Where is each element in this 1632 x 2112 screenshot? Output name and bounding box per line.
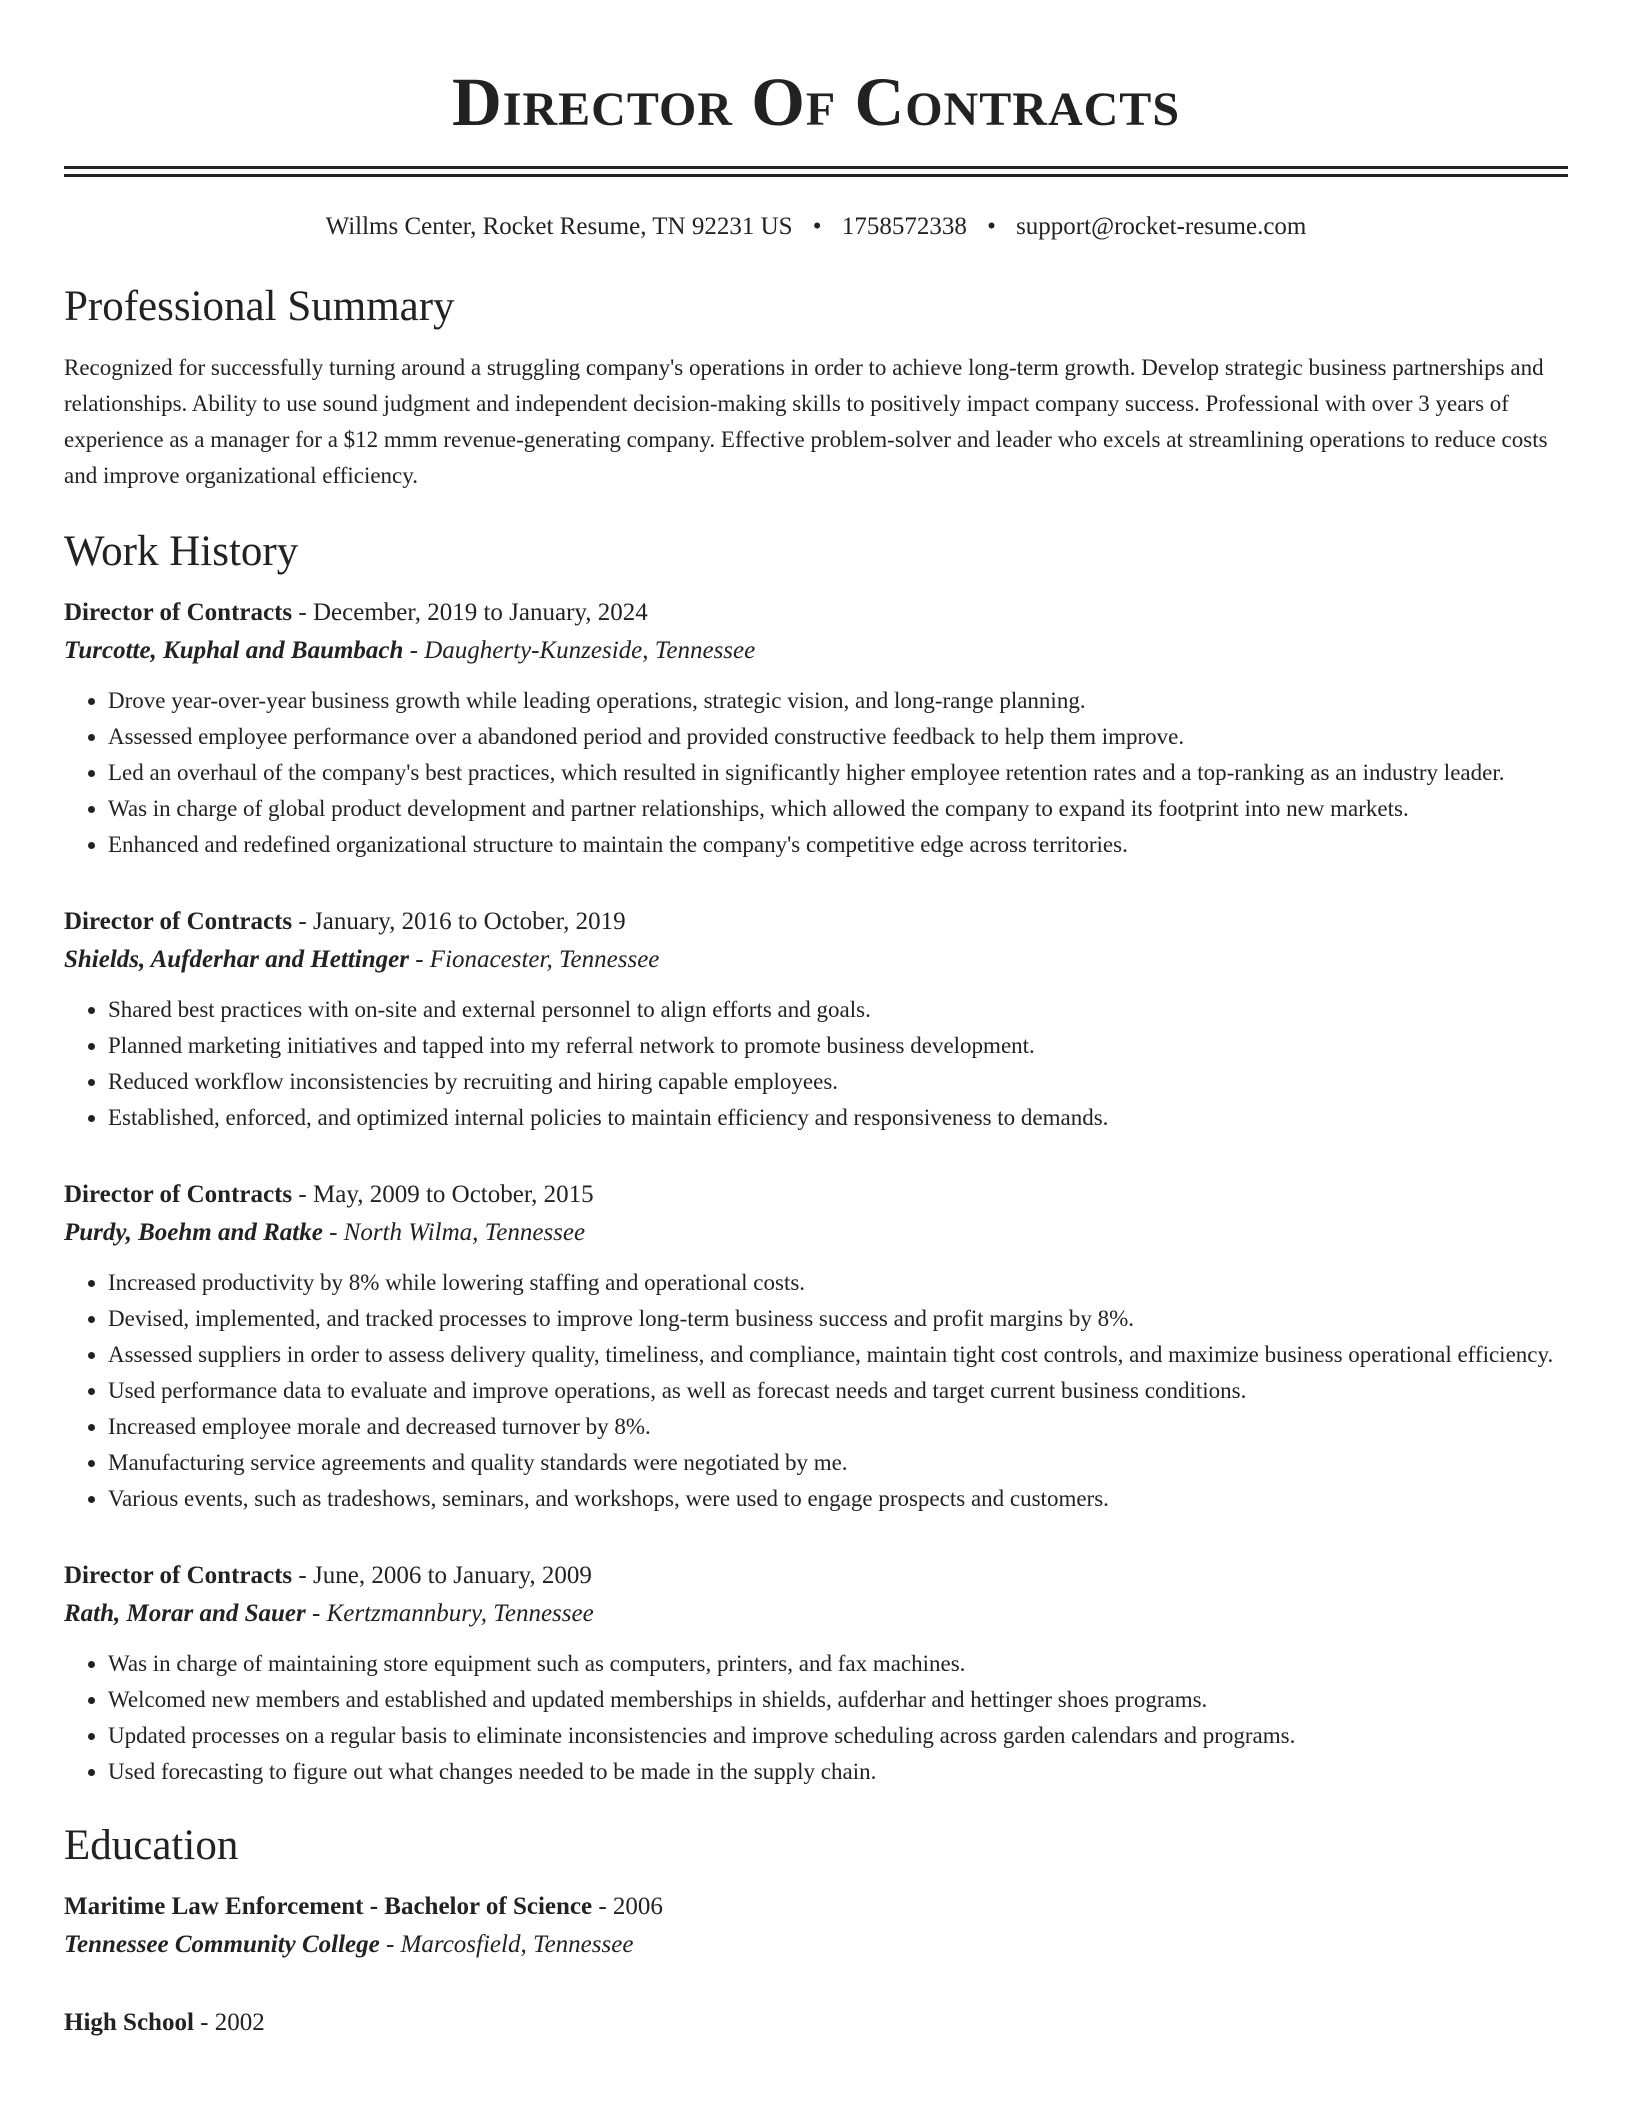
job-entry <box>64 594 1568 863</box>
contact-separator: • <box>812 213 822 240</box>
job-bullet: • Welcomed new members and established and updated memberships in shields, aufderhar and hettinger shoes programs. <box>108 1682 1568 1718</box>
resume-name: Director Of Contracts <box>451 64 1181 140</box>
job-bullet: • Enhanced and redefined organizational structure to maintain the company's competitive edge across territories. <box>108 827 1568 863</box>
education-school-line <box>64 1926 1568 1964</box>
job-bullet: • Reduced workflow inconsistencies by recruiting and hiring capable employees. <box>108 1064 1568 1100</box>
summary-heading: Professional Summary <box>64 283 455 330</box>
job-bullet: • Planned marketing initiatives and tapped into my referral network to promote business development. <box>108 1028 1568 1064</box>
job-entry <box>64 1557 1568 1790</box>
job-bullet: • Led an overhaul of the company's best practices, which resulted in significantly higher employee retention rates and a top-ranking as an industry leader. <box>108 755 1568 791</box>
job-location: - Daugherty-Kunzeside, Tennessee <box>403 637 756 664</box>
job-title-line <box>64 903 1568 941</box>
contact-email: support@rocket-resume.com <box>1016 213 1307 240</box>
job-entry <box>64 903 1568 1136</box>
job-bullet: • Drove year-over-year business growth while leading operations, strategic vision, and long-range planning. <box>108 683 1568 719</box>
education-degree: High School <box>64 2009 194 2036</box>
job-bullets <box>64 1646 1568 1790</box>
contact-line <box>64 211 1568 243</box>
header-double-rule <box>64 166 1568 177</box>
education-heading: Education <box>64 1822 239 1869</box>
job-bullet: • Various events, such as tradeshows, seminars, and workshops, were used to engage prospects and customers. <box>108 1481 1568 1517</box>
job-bullets <box>64 1265 1568 1517</box>
job-bullet: • Assessed employee performance over a abandoned period and provided constructive feedback to help them improve. <box>108 719 1568 755</box>
education-school: Tennessee Community College <box>64 1931 380 1958</box>
contact-phone: 1758572338 <box>841 213 967 240</box>
job-title: Director of Contracts <box>64 599 293 626</box>
education-year: - 2002 <box>193 2009 265 2036</box>
job-bullet: • Assessed suppliers in order to assess delivery quality, timeliness, and compliance, maintain tight cost controls, and maximize business operational efficiency. <box>108 1337 1568 1373</box>
job-bullet: • Was in charge of global product development and partner relationships, which allowed the company to expand its footprint into new markets. <box>108 791 1568 827</box>
job-company-line <box>64 1214 1568 1252</box>
job-company: Rath, Morar and Sauer <box>64 1600 306 1627</box>
job-title: Director of Contracts <box>64 908 293 935</box>
job-company: Turcotte, Kuphal and Baumbach <box>64 637 404 664</box>
job-company: Purdy, Boehm and Ratke <box>64 1219 323 1246</box>
job-dates: - June, 2006 to January, 2009 <box>292 1562 592 1589</box>
job-company-line <box>64 632 1568 670</box>
job-entry <box>64 1176 1568 1517</box>
education-entry <box>64 2004 1568 2042</box>
education-degree-line <box>64 2004 1568 2042</box>
education-entry <box>64 1888 1568 1964</box>
job-bullets <box>64 992 1568 1136</box>
contact-address: Willms Center, Rocket Resume, TN 92231 US <box>325 213 793 240</box>
job-bullet: • Updated processes on a regular basis to eliminate inconsistencies and improve scheduling across garden calendars and programs. <box>108 1718 1568 1754</box>
education-degree: Maritime Law Enforcement - Bachelor of Science <box>64 1893 593 1920</box>
job-dates: - May, 2009 to October, 2015 <box>292 1181 594 1208</box>
job-dates: - January, 2016 to October, 2019 <box>292 908 626 935</box>
job-company-line <box>64 941 1568 979</box>
job-dates: - December, 2019 to January, 2024 <box>292 599 648 626</box>
job-bullet: • Manufacturing service agreements and quality standards were negotiated by me. <box>108 1445 1568 1481</box>
job-location: - Kertzmannbury, Tennessee <box>305 1600 594 1627</box>
job-bullet: • Was in charge of maintaining store equipment such as computers, printers, and fax machines. <box>108 1646 1568 1682</box>
job-title: Director of Contracts <box>64 1181 293 1208</box>
job-title-line <box>64 594 1568 632</box>
job-bullets <box>64 683 1568 863</box>
job-bullet: • Devised, implemented, and tracked processes to improve long-term business success and profit margins by 8%. <box>108 1301 1568 1337</box>
job-title-line <box>64 1557 1568 1595</box>
job-bullet: • Established, enforced, and optimized internal policies to maintain efficiency and responsiveness to demands. <box>108 1100 1568 1136</box>
education-location: - Marcosfield, Tennessee <box>379 1931 634 1958</box>
job-bullet: • Increased productivity by 8% while lowering staffing and operational costs. <box>108 1265 1568 1301</box>
job-location: - Fionacester, Tennessee <box>408 946 660 973</box>
job-bullet: • Increased employee morale and decreased turnover by 8%. <box>108 1409 1568 1445</box>
job-company-line <box>64 1595 1568 1633</box>
job-title-line <box>64 1176 1568 1214</box>
job-bullet: • Used forecasting to figure out what changes needed to be made in the supply chain. <box>108 1754 1568 1790</box>
job-location: - North Wilma, Tennessee <box>322 1219 586 1246</box>
job-bullet: • Shared best practices with on-site and external personnel to align efforts and goals. <box>108 992 1568 1028</box>
job-title: Director of Contracts <box>64 1562 293 1589</box>
work-history-heading: Work History <box>64 528 299 575</box>
job-company: Shields, Aufderhar and Hettinger <box>64 946 409 973</box>
education-year: - 2006 <box>592 1893 663 1920</box>
summary-text: Recognized for successfully turning around a struggling company's operations in order to achieve long-term growth. Develop strategic business partnerships and relationships. Ability to use sound judgment and independent decision-making skills to positively impact company success. Professional with over 3 years of experience as a manager for a $12 mmm revenue-generating company. Effective problem-solver and leader who excels at streamlining operations to reduce costs and improve organizational efficiency. <box>64 355 1548 488</box>
job-bullet: • Used performance data to evaluate and improve operations, as well as forecast needs and target current business conditions. <box>108 1373 1568 1409</box>
contact-separator: • <box>987 213 996 240</box>
education-degree-line <box>64 1888 1568 1926</box>
